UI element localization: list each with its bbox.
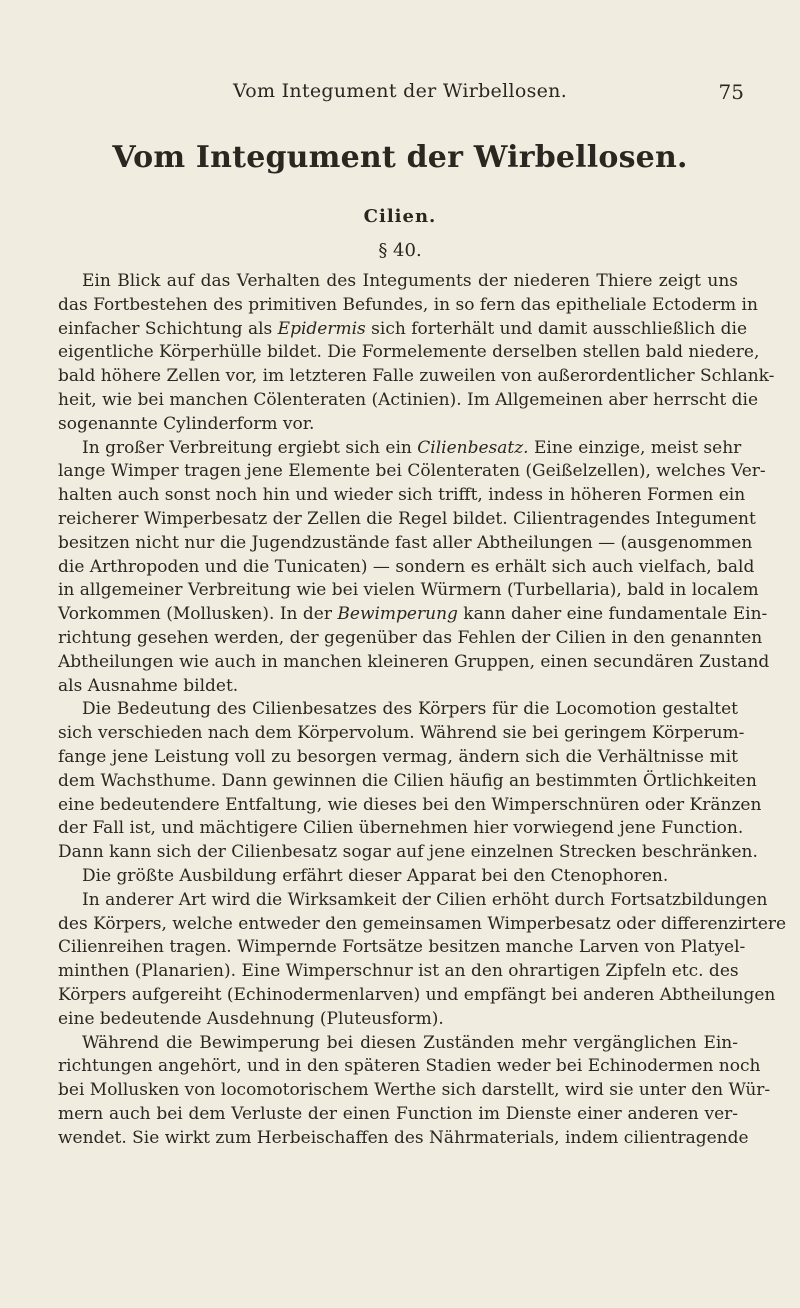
text-fragment: In großer Verbreitung ergiebt sich ein [82, 437, 418, 458]
text-line: lange Wimper tragen jene Elemente bei Cölenteraten (Geißelzellen), welches Ver- [58, 461, 766, 482]
text-line: Dann kann sich der Cilienbesatz sogar auf jene einzelnen Strecken beschränken. [58, 842, 758, 863]
text-line: In anderer Art wird die Wirksamkeit der Cilien erhöht durch Fortsatzbildungen [82, 889, 768, 910]
text-line: Abtheilungen wie auch in manchen kleineren Gruppen, einen secundären Zustand [58, 651, 770, 672]
text-line: richtung gesehen werden, der gegenüber das Fehlen der Cilien in den genannten [58, 627, 763, 648]
italic-term: Cilienbesatz. [417, 437, 529, 458]
section-number: § 40. [378, 240, 422, 261]
text-line: Die größte Ausbildung erfährt dieser Apparat bei den Ctenophoren. [82, 865, 669, 886]
italic-term: Bewimperung [337, 604, 458, 625]
text-line: mern auch bei dem Verluste der einen Function im Dienste einer anderen ver- [58, 1103, 738, 1124]
text-line: als Ausnahme bildet. [58, 675, 239, 696]
text-line: Cilienreihen tragen. Wimpernde Fortsätze besitzen manche Larven von Platyel- [58, 937, 746, 958]
chapter-title: Vom Integument der Wirbellosen. [112, 140, 688, 175]
text-fragment: einfacher Schichtung als [58, 318, 278, 339]
text-line: in allgemeiner Verbreitung wie bei vielen Würmern (Turbellaria), bald in localem [58, 580, 759, 601]
text-line: eine bedeutende Ausdehnung (Pluteusform). [58, 1008, 444, 1029]
page-number: 75 [718, 80, 744, 104]
text-line: die Arthropoden und die Tunicaten) — sondern es erhält sich auch vielfach, bald [58, 556, 755, 577]
text-line: Während die Bewimperung bei diesen Zuständen mehr vergänglichen Ein- [82, 1032, 738, 1053]
text-line [58, 603, 768, 627]
text-line: dem Wachsthume. Dann gewinnen die Cilien häufig an bestimmten Örtlichkeiten [58, 770, 757, 791]
italic-term: Epidermis [277, 318, 366, 339]
text-line: heit, wie bei manchen Cölenteraten (Actinien). Im Allgemeinen aber herrscht die [58, 389, 759, 410]
text-line: sich verschieden nach dem Körpervolum. Während sie bei geringem Körperum- [58, 723, 745, 744]
text-line: Die Bedeutung des Cilienbesatzes des Körpers für die Locomotion gestaltet [82, 699, 738, 720]
section-heading: Cilien. [363, 206, 437, 227]
text-line: richtungen angehört, und in den späteren Stadien weder bei Echinodermen noch [58, 1056, 761, 1077]
text-line: bald höhere Zellen vor, im letzteren Falle zuweilen von außerordentlicher Schlank- [58, 366, 775, 387]
text-line: eine bedeutendere Entfaltung, wie dieses bei den Wimperschnüren oder Kränzen [58, 794, 762, 815]
text-fragment: Vorkommen (Mollusken). In der [58, 604, 338, 625]
text-fragment: sich forterhält und damit ausschließlich die [365, 318, 748, 339]
text-line: halten auch sonst noch hin und wieder sich trifft, indess in höheren Formen ein [58, 485, 746, 506]
text-line: eigentliche Körperhülle bildet. Die Formelemente derselben stellen bald niedere, [58, 342, 760, 363]
text-line [58, 318, 748, 342]
text-line: bei Mollusken von locomotorischem Werthe sich darstellt, wird sie unter den Wür- [58, 1080, 771, 1101]
text-line: das Fortbestehen des primitiven Befundes, in so fern das epitheliale Ectoderm in [58, 294, 758, 315]
text-line: wendet. Sie wirkt zum Herbeischaffen des Nährmaterials, indem cilientragende [58, 1127, 749, 1148]
text-line: sogenannte Cylinderform vor. [58, 413, 315, 434]
text-line: Körpers aufgereiht (Echinodermenlarven) und empfängt bei anderen Abtheilungen [58, 984, 776, 1005]
text-line: minthen (Planarien). Eine Wimperschnur ist an den ohrartigen Zipfeln etc. des [58, 961, 739, 982]
text-line: des Körpers, welche entweder den gemeinsamen Wimperbesatz oder differenzirtere [58, 913, 787, 934]
text-line [58, 437, 742, 461]
text-line: fange jene Leistung voll zu besorgen vermag, ändern sich die Verhältnisse mit [58, 746, 738, 767]
text-line: der Fall ist, und mächtigere Cilien übernehmen hier vorwiegend jene Function. [58, 818, 744, 839]
body-text [58, 270, 787, 1150]
text-fragment: Eine einzige, meist sehr [528, 437, 742, 458]
running-head [56, 80, 744, 106]
text-line: Ein Blick auf das Verhalten des Integuments der niederen Thiere zeigt uns [82, 271, 738, 291]
running-title: Vom Integument der Wirbellosen. [232, 80, 568, 102]
text-line: reicherer Wimperbesatz der Zellen die Regel bildet. Cilientragendes Integument [58, 508, 756, 529]
text-fragment: kann daher eine fundamentale Ein- [457, 604, 768, 625]
text-line: besitzen nicht nur die Jugendzustände fast aller Abtheilungen — (ausgenommen [58, 532, 753, 553]
